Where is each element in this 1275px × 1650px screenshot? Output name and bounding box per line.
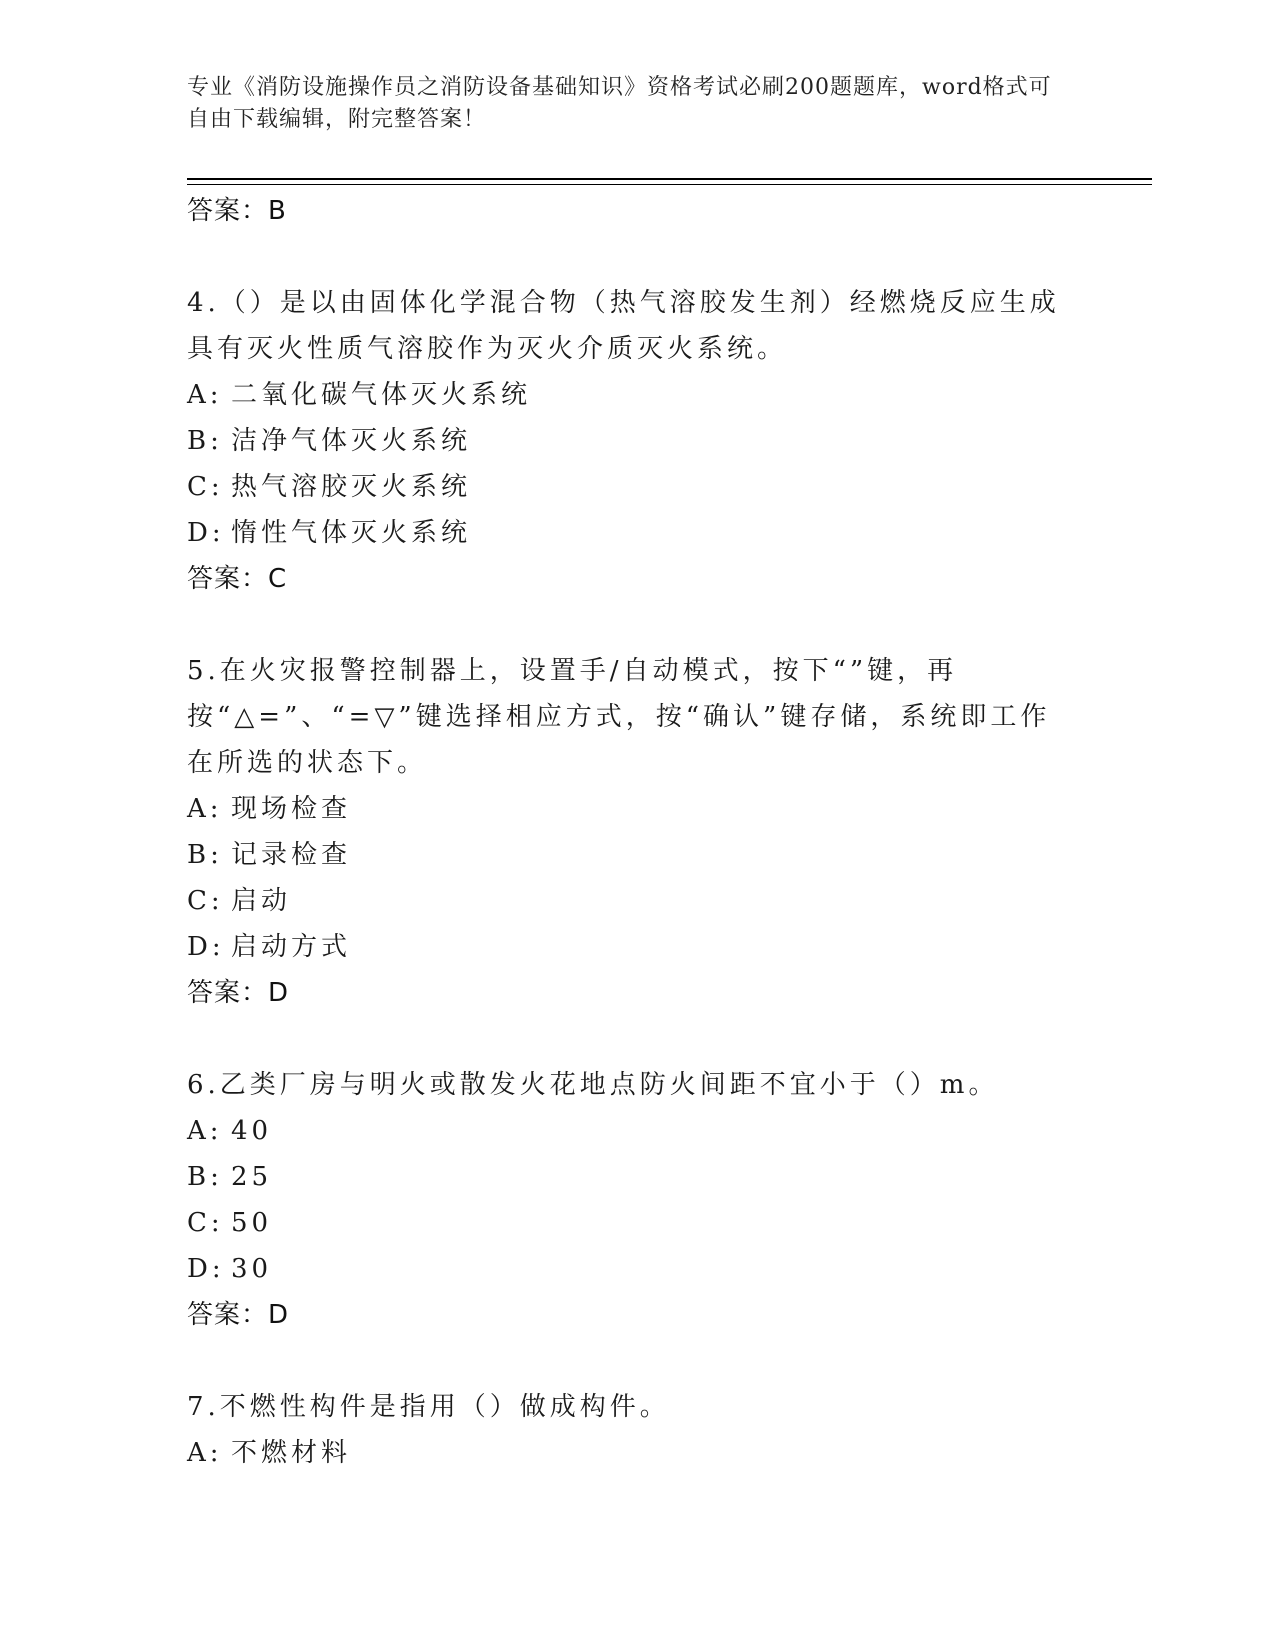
answer-line: 答案：D (187, 1300, 290, 1330)
option-text: 30 (231, 1254, 273, 1284)
option-key: D: (187, 518, 225, 548)
question-text: 6.乙类厂房与明火或散发火花地点防火间距不宜小于（）m。 (187, 1070, 999, 1100)
option-line (187, 372, 1107, 418)
option-key: B: (187, 1162, 223, 1192)
option-line (187, 1108, 1107, 1154)
option-line (187, 786, 1107, 832)
option-text: 启动方式 (231, 932, 352, 962)
option-text: 启动 (231, 886, 292, 916)
option-text: 现场检查 (231, 794, 352, 824)
option-key: A: (187, 380, 223, 410)
question-block (187, 648, 1107, 1016)
option-text: 不燃材料 (231, 1438, 352, 1468)
option-key: A: (187, 794, 223, 824)
option-line (187, 878, 1107, 924)
option-line (187, 924, 1107, 970)
question-block (187, 1062, 1107, 1338)
option-line (187, 418, 1107, 464)
option-line (187, 464, 1107, 510)
option-line (187, 832, 1107, 878)
option-key: C: (187, 1208, 224, 1238)
option-text: 热气溶胶灭火系统 (231, 472, 472, 502)
option-key: D: (187, 932, 225, 962)
answer-line: 答案：D (187, 978, 290, 1008)
spacer (187, 1016, 1107, 1062)
answer-line: 答案：C (187, 564, 288, 594)
option-line (187, 1154, 1107, 1200)
question-list (187, 188, 1107, 1476)
option-text: 25 (231, 1162, 273, 1192)
option-line (187, 1430, 1107, 1476)
question-text: 5.在火灾报警控制器上，设置手/自动模式，按下“”键，再按“△=”、“=▽”键选择相应方式，按“确认”键存储，系统即工作在所选的状态下。 (187, 656, 1051, 778)
option-text: 洁净气体灭火系统 (231, 426, 472, 456)
option-text: 记录检查 (231, 840, 352, 870)
option-line (187, 1200, 1107, 1246)
option-text: 50 (231, 1208, 273, 1238)
spacer (187, 602, 1107, 648)
option-key: C: (187, 886, 224, 916)
spacer (187, 1338, 1107, 1384)
option-line (187, 1246, 1107, 1292)
option-key: D: (187, 1254, 225, 1284)
option-key: A: (187, 1116, 223, 1146)
question-block (187, 1384, 1107, 1476)
option-line (187, 510, 1107, 556)
question-block (187, 280, 1107, 602)
question-text: 7.不燃性构件是指用（）做成构件。 (187, 1392, 670, 1422)
option-key: B: (187, 426, 223, 456)
option-text: 惰性气体灭火系统 (231, 518, 472, 548)
document-header: 专业《消防设施操作员之消防设备基础知识》资格考试必刷200题题库，word格式可自由下载编辑，附完整答案！ (187, 75, 1052, 132)
option-text: 二氧化碳气体灭火系统 (231, 380, 532, 410)
option-key: B: (187, 840, 223, 870)
option-key: A: (187, 1438, 223, 1468)
spacer (187, 234, 1107, 280)
option-key: C: (187, 472, 224, 502)
option-text: 40 (231, 1116, 273, 1146)
header-divider-thin (187, 184, 1152, 185)
header-divider-thick (187, 178, 1152, 180)
question-text: 4.（）是以由固体化学混合物（热气溶胶发生剂）经燃烧反应生成具有灭火性质气溶胶作为灭火介质灭火系统。 (187, 288, 1060, 364)
answer-line: 答案：B (187, 196, 287, 226)
